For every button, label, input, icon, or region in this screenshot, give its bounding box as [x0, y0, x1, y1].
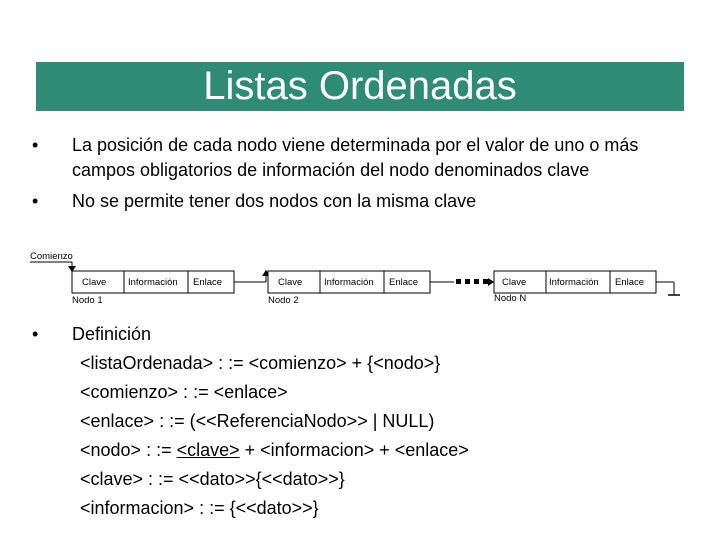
definition-heading-row [30, 320, 690, 349]
grammar-rule: <informacion> : := {<<dato>>} [80, 498, 319, 518]
node-clave-field: Clave [502, 277, 527, 288]
node-n [494, 271, 656, 304]
grammar-rule: <clave> : := <<dato>>{<<dato>>} [80, 469, 345, 489]
grammar-rule: <enlace> : := (<<ReferenciaNodo>> | NULL) [80, 411, 435, 431]
grammar-rule-part: <nodo> : := [80, 440, 177, 460]
definition-block [30, 320, 690, 523]
node-info-field: Información [549, 277, 599, 288]
grammar-rule: <comienzo> : := <enlace> [80, 382, 288, 402]
node-label: Nodo 1 [72, 295, 103, 306]
node-clave-field: Clave [82, 277, 107, 288]
grammar-rule: <listaOrdenada> : := <comienzo> + {<nodo>} [80, 353, 441, 373]
node-1 [72, 271, 234, 306]
bullet-list [30, 133, 690, 214]
title-bar [36, 62, 684, 111]
grammar-rule-underlined: <clave> [176, 440, 240, 460]
bullet-item [30, 133, 690, 183]
start-label: Comienzo [30, 251, 73, 262]
bullet-text: No se permite tener dos nodos con la misma clave [72, 191, 477, 211]
bullet-mark: • [32, 135, 39, 155]
node-label: Nodo N [494, 293, 527, 304]
grammar-rule-part: + <informacion> + <enlace> [239, 440, 469, 460]
node-label: Nodo 2 [268, 295, 299, 306]
node-info-field: Información [324, 277, 374, 288]
definition-heading: Definición [72, 324, 152, 344]
node-clave-field: Clave [278, 277, 303, 288]
node-2 [268, 271, 430, 306]
node-enlace-field: Enlace [193, 277, 223, 288]
bullet-mark: • [32, 191, 39, 211]
bullet-item [30, 189, 690, 214]
bullet-text: La posición de cada nodo viene determinada por el valor de uno o más campos obligatorios de información del nodo denominados clave [72, 135, 639, 180]
bullet-mark: • [32, 324, 39, 344]
linked-list-diagram [30, 250, 690, 310]
grammar-rule [30, 436, 690, 465]
node-info-field: Información [128, 277, 178, 288]
ellipsis-dots [456, 279, 488, 284]
node-enlace-field: Enlace [615, 277, 645, 288]
slide-title: Listas Ordenadas [203, 64, 517, 108]
node-enlace-field: Enlace [389, 277, 419, 288]
